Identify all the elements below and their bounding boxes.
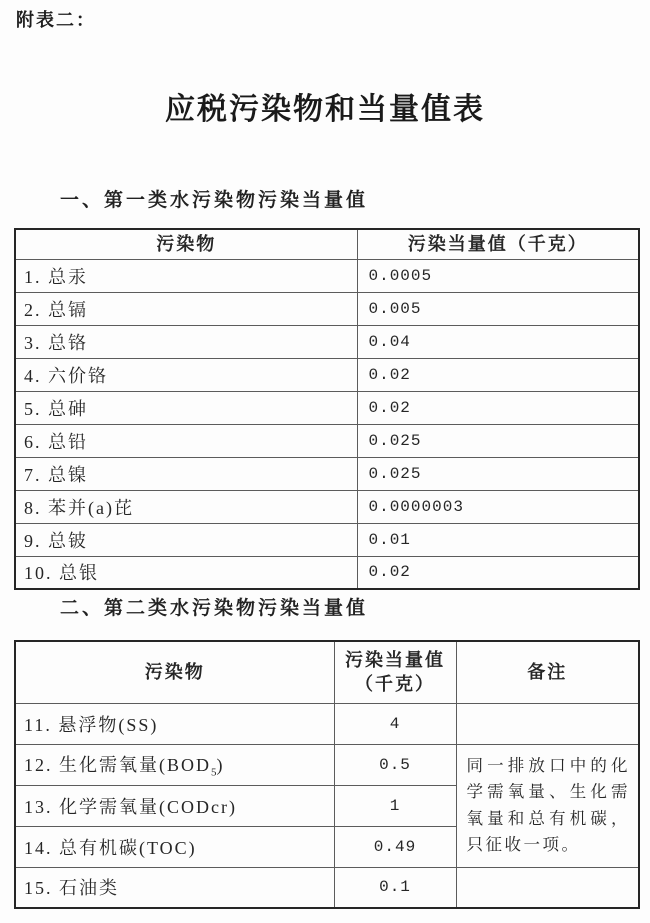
equivalent-value-cell: 4 [334,703,456,744]
table2-header-remark: 备注 [456,641,639,703]
pollutant-name-cell: 13. 化学需氧量(CODcr) [15,785,334,826]
pollutant-name-cell: 15. 石油类 [15,867,334,908]
pollutant-name-cell: 14. 总有机碳(TOC) [15,826,334,867]
table-row [15,259,639,292]
table-row [15,391,639,424]
equivalent-value-cell: 1 [334,785,456,826]
table1-header-equivalent-value: 污染当量值（千克） [357,229,639,259]
equivalent-value-cell: 0.0000003 [357,490,639,523]
page-title: 应税污染物和当量值表 [165,93,485,126]
table-row [15,457,639,490]
equivalent-value-cell: 0.01 [357,523,639,556]
table-row [15,358,639,391]
table2-header-row [15,641,639,703]
pollutant-name-cell: 9. 总铍 [15,523,357,556]
table-row [15,292,639,325]
remark-cell [456,867,639,908]
pollutant-name-cell: 5. 总砷 [15,391,357,424]
equivalent-value-cell: 0.49 [334,826,456,867]
section-1-heading: 一、第一类水污染物污染当量值 [60,190,369,211]
pollutant-name-cell: 7. 总镍 [15,457,357,490]
equivalent-value-cell: 0.005 [357,292,639,325]
table-row [15,325,639,358]
pollutant-name-cell: 10. 总银 [15,556,357,589]
equivalent-value-cell: 0.02 [357,556,639,589]
remark-merged-cell: 同一排放口中的化学需氧量、生化需氧量和总有机碳，只征收一项。 [456,744,639,867]
pollutant-name-cell: 3. 总铬 [15,325,357,358]
bod-subscript: 5 [211,766,217,779]
table-row [15,490,639,523]
pollutant-name-cell: 1. 总汞 [15,259,357,292]
pollutant-name-cell: 4. 六价铬 [15,358,357,391]
pollutant-name-text: 12. 生化需氧量(BOD [24,754,211,775]
class2-water-pollutants-table [14,640,640,909]
table1-header-row [15,229,639,259]
remark-cell [456,703,639,744]
equivalent-value-cell: 0.02 [357,358,639,391]
equivalent-value-cell: 0.025 [357,457,639,490]
class1-water-pollutants-table [14,228,640,590]
pollutant-name-cell: 6. 总铅 [15,424,357,457]
equivalent-value-cell: 0.1 [334,867,456,908]
table-row [15,523,639,556]
appendix-label: 附表二： [16,10,96,30]
pollutant-name-cell: 2. 总镉 [15,292,357,325]
table1-header-pollutant: 污染物 [15,229,357,259]
table-row [15,424,639,457]
equivalent-value-cell: 0.04 [357,325,639,358]
section-2-heading: 二、第二类水污染物污染当量值 [60,598,369,619]
table-row [15,703,639,744]
table2-header-pollutant: 污染物 [15,641,334,703]
equivalent-value-cell: 0.5 [334,744,456,785]
table-row [15,744,639,785]
pollutant-name-text: ) [216,754,225,775]
pollutant-name-cell: 8. 苯并(a)芘 [15,490,357,523]
table-row [15,867,639,908]
equivalent-value-cell: 0.02 [357,391,639,424]
equivalent-value-cell: 0.025 [357,424,639,457]
pollutant-name-cell [15,744,334,785]
table-row [15,556,639,589]
table2-header-equivalent-value: 污染当量值（千克） [334,641,456,703]
pollutant-name-cell: 11. 悬浮物(SS) [15,703,334,744]
equivalent-value-cell: 0.0005 [357,259,639,292]
